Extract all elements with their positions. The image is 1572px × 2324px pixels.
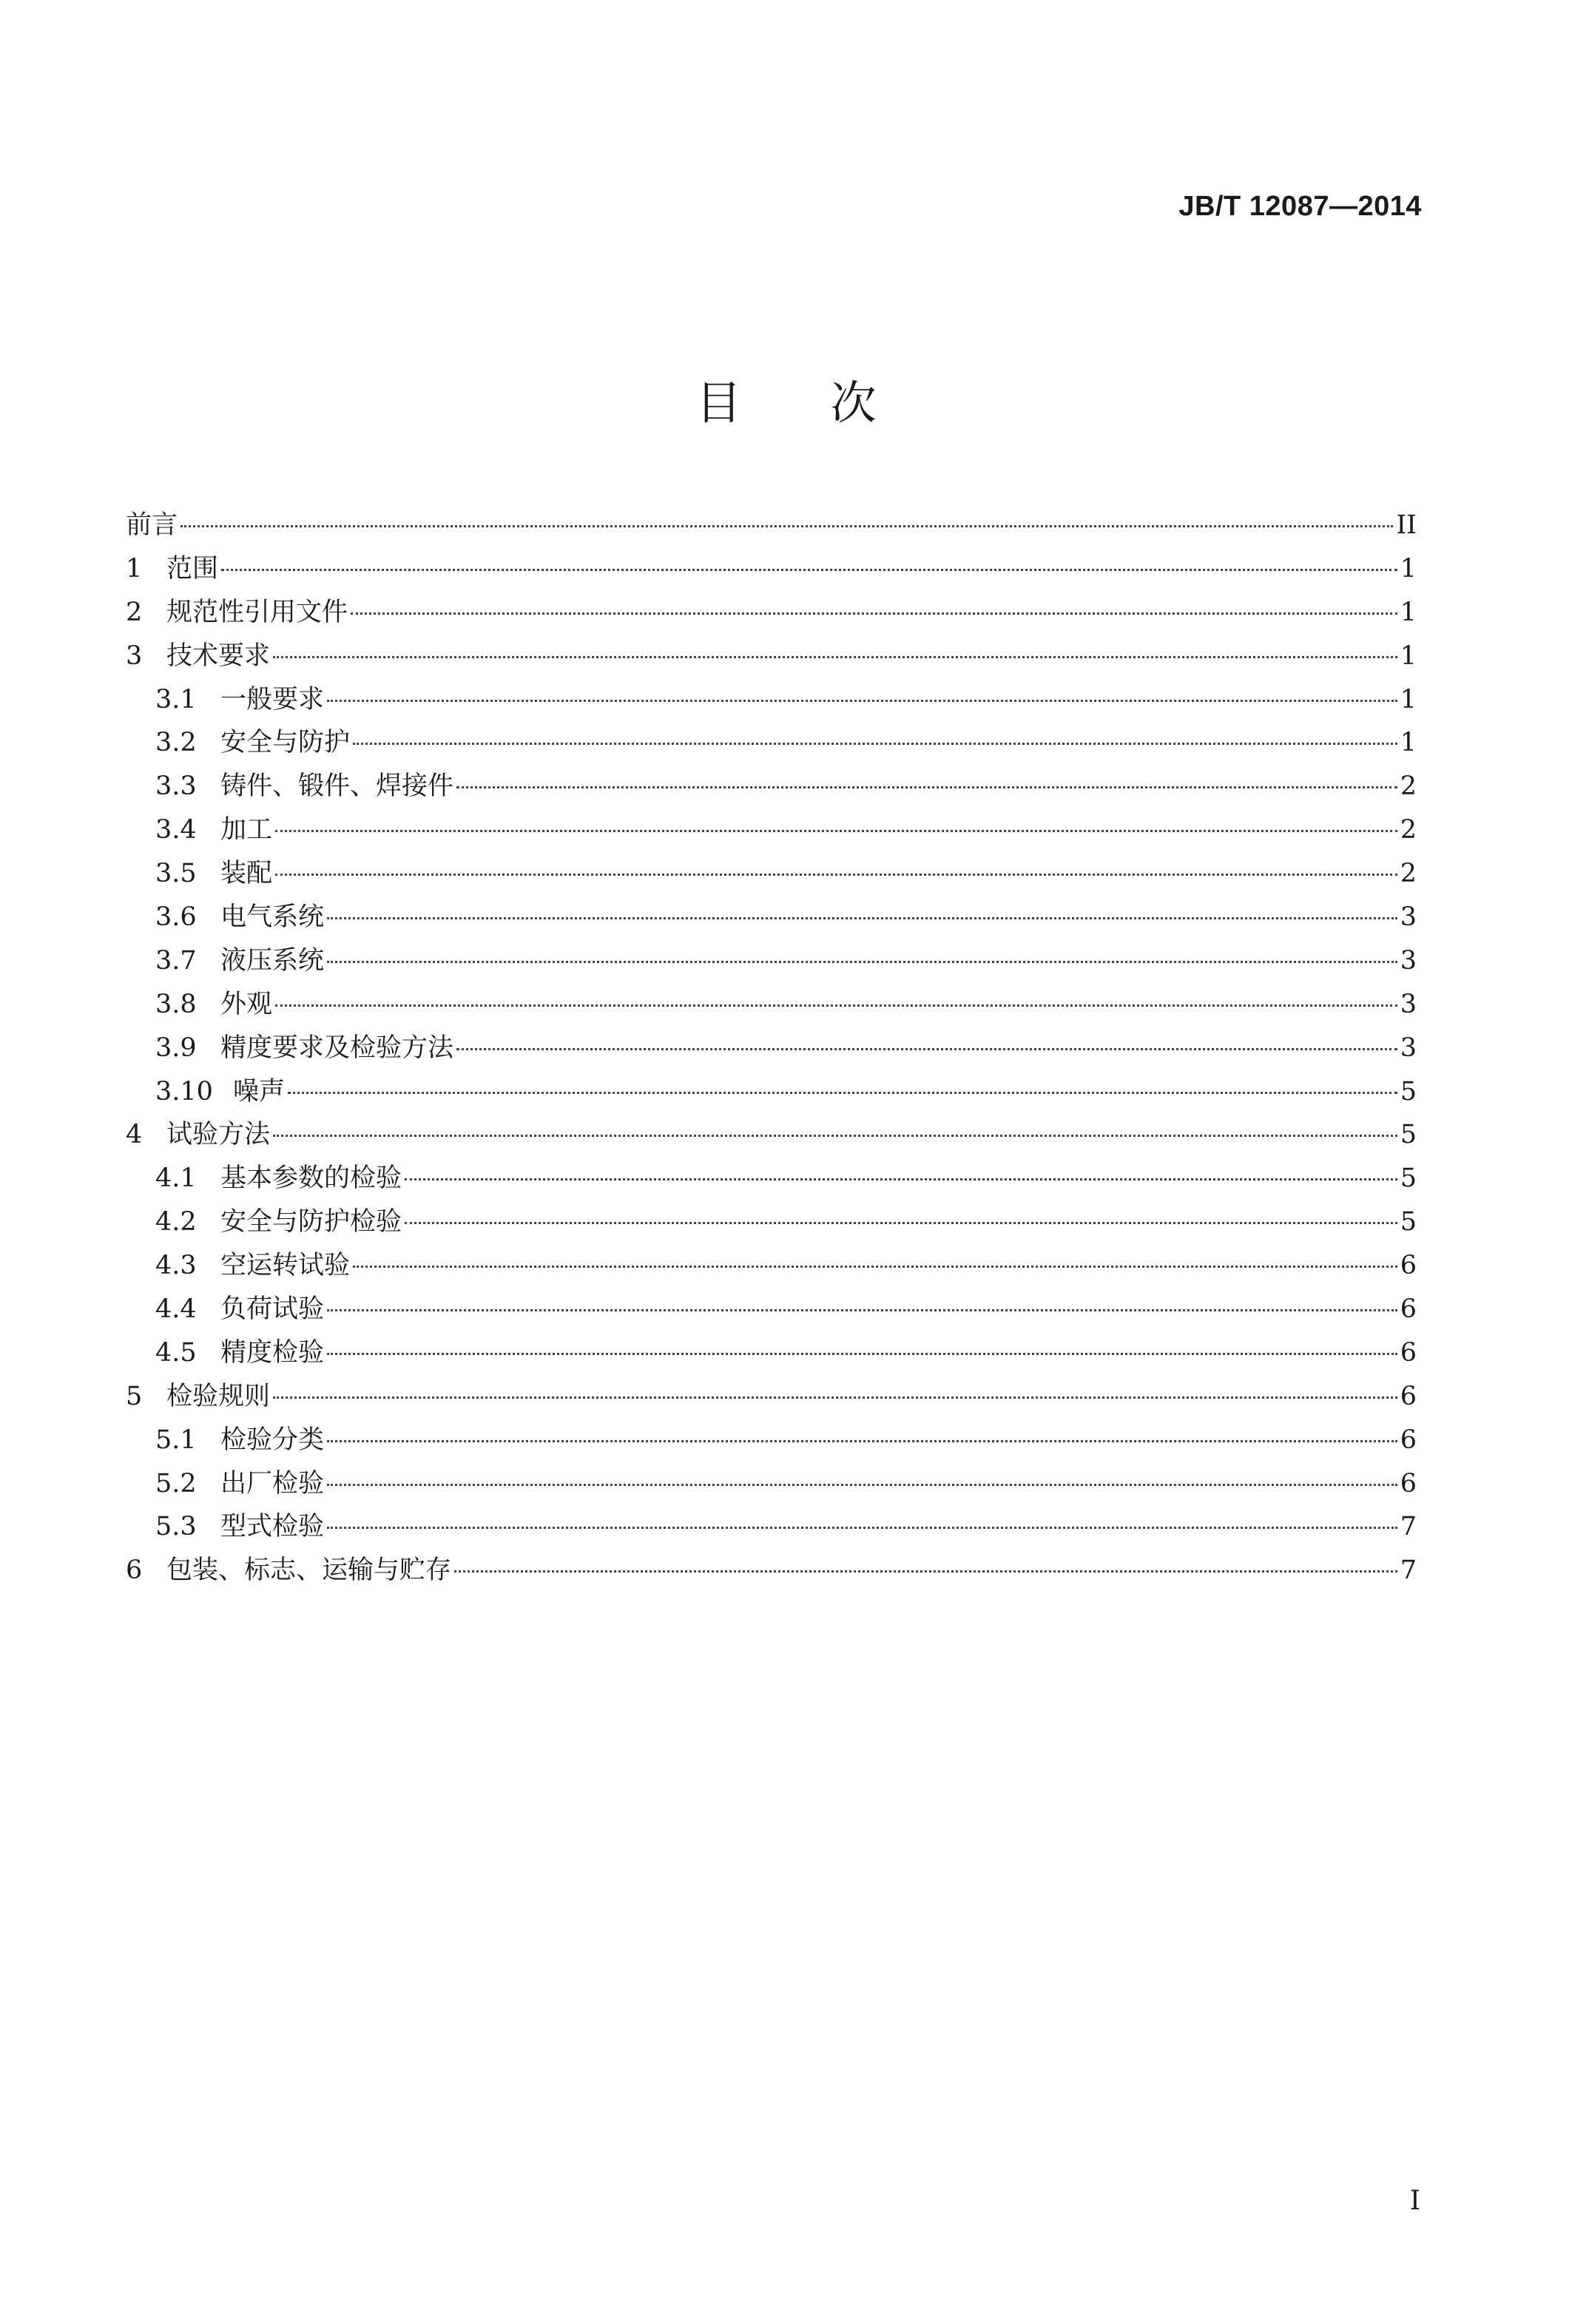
toc-entry-page: 3 — [1400, 1033, 1417, 1063]
toc-dot-leader — [327, 700, 1397, 702]
toc-entry-page: 7 — [1400, 1512, 1417, 1542]
toc-dot-leader — [275, 1004, 1397, 1007]
toc-entry[interactable] — [126, 852, 1417, 896]
toc-entry[interactable] — [126, 547, 1417, 591]
toc-entry-label: 试验方法 — [166, 1120, 271, 1150]
toc-entry-number: 3.6 — [155, 902, 197, 933]
toc-entry[interactable] — [126, 1244, 1417, 1288]
toc-entry-number: 4.1 — [155, 1163, 197, 1194]
toc-entry-number: 3.8 — [155, 989, 197, 1019]
toc-entry[interactable] — [126, 1375, 1417, 1419]
toc-entry-label: 一般要求 — [220, 684, 325, 715]
toc-entry[interactable] — [126, 1419, 1417, 1462]
toc-entry-page: 5 — [1400, 1076, 1417, 1107]
toc-dot-leader — [273, 1135, 1397, 1137]
toc-entry[interactable] — [126, 808, 1417, 852]
toc-entry-number: 3.2 — [155, 728, 197, 758]
toc-entry[interactable] — [126, 1070, 1417, 1114]
toc-entry-number: 4.5 — [155, 1337, 197, 1368]
toc-entry[interactable] — [126, 635, 1417, 678]
toc-entry-page: 1 — [1400, 728, 1417, 758]
toc-entry-label: 噪声 — [233, 1076, 286, 1107]
toc-entry-label: 装配 — [220, 859, 273, 889]
toc-entry-label: 前言 — [126, 510, 178, 540]
toc-dot-leader — [353, 743, 1397, 745]
toc-dot-leader — [353, 1266, 1397, 1268]
toc-entry[interactable] — [126, 1200, 1417, 1244]
toc-entry-number: 3.1 — [155, 684, 197, 715]
toc-entry-page: 6 — [1400, 1337, 1417, 1368]
toc-entry-label: 加工 — [220, 815, 273, 845]
toc-entry-page: 1 — [1400, 641, 1417, 671]
toc-dot-leader — [327, 1484, 1397, 1486]
toc-entry-page: 3 — [1400, 989, 1417, 1019]
toc-entry-page: 2 — [1400, 859, 1417, 889]
toc-dot-leader — [288, 1092, 1397, 1094]
standard-code: JB/T 12087—2014 — [1178, 191, 1422, 222]
toc-entry-page: 1 — [1400, 597, 1417, 627]
toc-entry-label: 包装、标志、运输与贮存 — [166, 1555, 452, 1586]
toc-dot-leader — [327, 1527, 1397, 1529]
toc-entry-label: 型式检验 — [220, 1512, 325, 1542]
toc-entry-label: 外观 — [220, 989, 273, 1019]
toc-entry-label: 检验分类 — [220, 1425, 325, 1455]
toc-entry-number: 3 — [126, 641, 143, 671]
toc-dot-leader — [327, 917, 1397, 919]
toc-entry-page: 5 — [1400, 1163, 1417, 1194]
toc-entry-label: 安全与防护 — [220, 728, 351, 758]
toc-entry-page: 1 — [1400, 684, 1417, 715]
toc-dot-leader — [405, 1178, 1397, 1180]
toc-entry-number: 3.10 — [155, 1076, 213, 1107]
toc-dot-leader — [221, 569, 1397, 571]
toc-entry-label: 空运转试验 — [220, 1251, 351, 1281]
toc-entry[interactable] — [126, 939, 1417, 983]
toc-entry-label: 精度检验 — [220, 1337, 325, 1368]
toc-entry[interactable] — [126, 896, 1417, 939]
toc-dot-leader — [454, 1570, 1397, 1573]
toc-entry-page: 6 — [1400, 1251, 1417, 1281]
toc-entry[interactable] — [126, 1027, 1417, 1070]
toc-entry-label: 精度要求及检验方法 — [220, 1033, 454, 1063]
toc-entry-page: 6 — [1400, 1468, 1417, 1499]
toc-entry-number: 3.5 — [155, 859, 197, 889]
toc-entry-label: 液压系统 — [220, 945, 325, 976]
toc-entry-label: 技术要求 — [166, 641, 271, 671]
toc-entry[interactable] — [126, 1505, 1417, 1549]
toc-dot-leader — [275, 830, 1397, 832]
toc-entry-number: 3.4 — [155, 815, 197, 845]
toc-entry-number: 2 — [126, 597, 143, 627]
toc-entry[interactable] — [126, 678, 1417, 722]
toc-entry-page: 2 — [1400, 815, 1417, 845]
toc-entry-page: 7 — [1400, 1555, 1417, 1586]
toc-dot-leader — [327, 961, 1397, 963]
toc-dot-leader — [327, 1309, 1397, 1311]
toc-entry-label: 铸件、锻件、焊接件 — [220, 771, 454, 802]
toc-entry-page: 2 — [1400, 771, 1417, 802]
toc-dot-leader — [351, 612, 1397, 615]
toc-entry-label: 电气系统 — [220, 902, 325, 933]
toc-entry-label: 规范性引用文件 — [166, 597, 348, 627]
toc-entry-label: 出厂检验 — [220, 1468, 325, 1499]
toc-dot-leader — [273, 1396, 1397, 1399]
toc-entry-number: 5.1 — [155, 1425, 197, 1455]
toc-entry-page: 3 — [1400, 902, 1417, 933]
toc-entry-page: 1 — [1400, 553, 1417, 584]
toc-entry-label: 安全与防护检验 — [220, 1207, 402, 1237]
toc-dot-leader — [456, 1048, 1397, 1050]
toc-entry-number: 5.3 — [155, 1512, 197, 1542]
toc-entry-page: 6 — [1400, 1425, 1417, 1455]
toc-entry[interactable] — [126, 1549, 1417, 1592]
toc-entry[interactable] — [126, 1113, 1417, 1157]
toc-entry-number: 4.2 — [155, 1207, 197, 1237]
toc-dot-leader — [405, 1222, 1397, 1224]
toc-entry-page: 6 — [1400, 1294, 1417, 1325]
toc-entry-page: 5 — [1400, 1120, 1417, 1150]
toc-entry-page: 3 — [1400, 945, 1417, 976]
toc-entry[interactable] — [126, 504, 1417, 547]
toc-entry[interactable] — [126, 1157, 1417, 1200]
toc-dot-leader — [275, 874, 1397, 876]
toc-entry-number: 3.3 — [155, 771, 197, 802]
toc-dot-leader — [181, 525, 1393, 527]
toc-dot-leader — [456, 786, 1397, 788]
toc-entry[interactable] — [126, 1462, 1417, 1506]
toc-entry-page: II — [1396, 510, 1417, 540]
toc-entry[interactable] — [126, 591, 1417, 635]
toc-dot-leader — [327, 1353, 1397, 1355]
toc-entry-number: 5 — [126, 1381, 143, 1411]
toc-entry-number: 6 — [126, 1555, 143, 1586]
toc-entry[interactable] — [126, 721, 1417, 765]
toc-entry-number: 4.3 — [155, 1251, 197, 1281]
toc-entry-number: 3.7 — [155, 945, 197, 976]
toc-entry[interactable] — [126, 1288, 1417, 1331]
toc-entry-label: 基本参数的检验 — [220, 1163, 402, 1194]
toc-entry-number: 4.4 — [155, 1294, 197, 1325]
toc-entry-number: 3.9 — [155, 1033, 197, 1063]
toc-entry[interactable] — [126, 983, 1417, 1027]
toc-entry-label: 检验规则 — [166, 1381, 271, 1411]
toc-entry-number: 5.2 — [155, 1468, 197, 1499]
toc-dot-leader — [273, 656, 1397, 658]
page-number: I — [1409, 2186, 1420, 2216]
toc-entry-label: 负荷试验 — [220, 1294, 325, 1325]
toc-entry-number: 1 — [126, 553, 143, 584]
toc-dot-leader — [327, 1440, 1397, 1442]
table-of-contents — [126, 504, 1417, 1592]
toc-entry-label: 范围 — [166, 553, 219, 584]
toc-entry-page: 5 — [1400, 1207, 1417, 1237]
toc-entry-number: 4 — [126, 1120, 143, 1150]
toc-entry-page: 6 — [1400, 1381, 1417, 1411]
toc-entry[interactable] — [126, 1331, 1417, 1375]
page-title: 目次 — [695, 376, 965, 430]
toc-entry[interactable] — [126, 765, 1417, 808]
